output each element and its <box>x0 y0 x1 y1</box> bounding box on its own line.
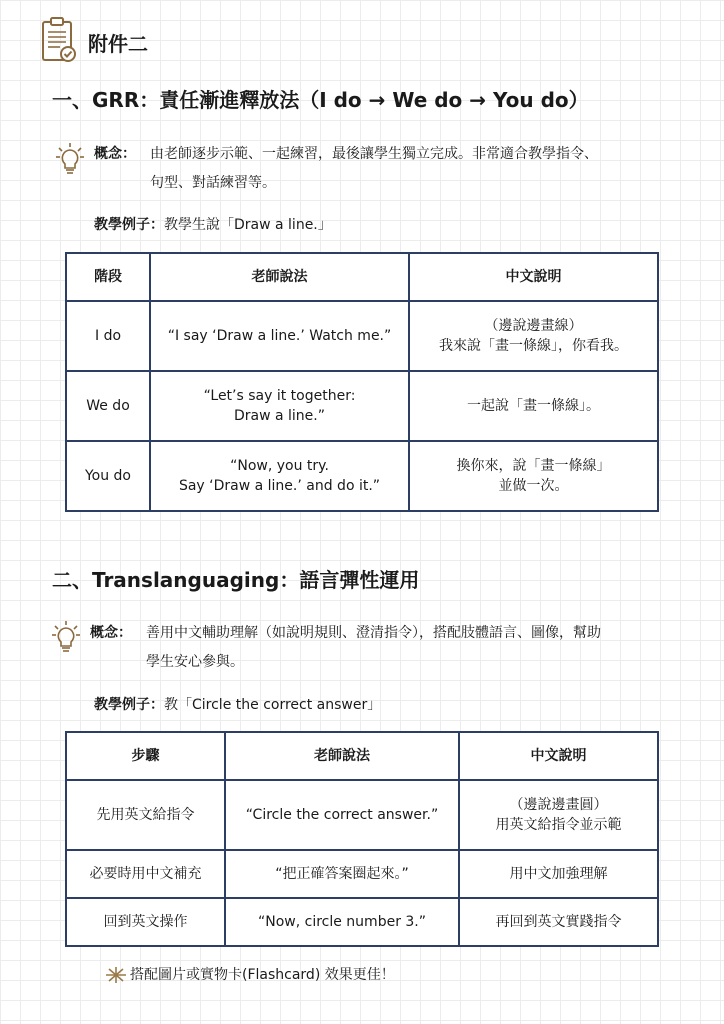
example-text: 教「Circle the correct answer」 <box>164 697 382 713</box>
appendix-title: 附件二 <box>88 32 148 56</box>
table-row <box>66 371 658 441</box>
concept-line: 善用中文輔助理解（如說明規則、澄清指令），搭配肢體語言、圖像，幫助 <box>146 625 601 641</box>
teacher-cell: “I say ‘Draw a line.’ Watch me.” <box>150 301 409 371</box>
teacher-cell: “Now, you try. Say ‘Draw a line.’ and do it.” <box>150 441 409 511</box>
table-header-row <box>66 253 658 301</box>
example-label: 教學例子： <box>94 217 164 233</box>
grr-table <box>65 252 659 512</box>
lightbulb-icon <box>52 620 80 654</box>
table-row <box>66 898 658 946</box>
section2-concept <box>90 619 700 679</box>
step-cell: 必要時用中文補充 <box>66 850 225 898</box>
table-row <box>66 780 658 850</box>
lightbulb-icon <box>56 142 84 176</box>
table-row <box>66 441 658 511</box>
chinese-cell: 換你來，說「畫一條線」 並做一次。 <box>409 441 658 511</box>
section1-concept <box>94 140 694 200</box>
teacher-cell: “Circle the correct answer.” <box>225 780 459 850</box>
teacher-cell: “Let’s say it together: Draw a line.” <box>150 371 409 441</box>
teacher-cell: “Now, circle number 3.” <box>225 898 459 946</box>
tip-text: 搭配圖片或實物卡(Flashcard) 效果更佳！ <box>130 967 395 983</box>
clipboard-check-icon <box>40 16 76 64</box>
step-cell: 回到英文操作 <box>66 898 225 946</box>
chinese-cell: 再回到英文實踐指令 <box>459 898 658 946</box>
step-cell: 先用英文給指令 <box>66 780 225 850</box>
section2-example <box>94 694 381 714</box>
translanguaging-table <box>65 731 659 947</box>
sparkle-icon <box>104 966 128 984</box>
concept-line: 句型、對話練習等。 <box>150 175 276 191</box>
chinese-cell: （邊說邊畫圓） 用英文給指令並示範 <box>459 780 658 850</box>
table-header: 步驟 <box>66 732 225 780</box>
chinese-cell: （邊說邊畫線） 我來說「畫一條線」，你看我。 <box>409 301 658 371</box>
example-label: 教學例子： <box>94 697 164 713</box>
table-header: 中文說明 <box>409 253 658 301</box>
table-header: 老師說法 <box>150 253 409 301</box>
concept-label: 概念： <box>94 146 136 162</box>
teacher-cell: “把正確答案圈起來。” <box>225 850 459 898</box>
concept-text <box>146 619 686 677</box>
table-row <box>66 850 658 898</box>
example-text: 教學生說「Draw a line.」 <box>164 217 332 233</box>
chinese-cell: 用中文加強理解 <box>459 850 658 898</box>
concept-line: 學生安心參與。 <box>146 654 244 670</box>
section2-heading: 二、Translanguaging：語言彈性運用 <box>52 568 420 592</box>
concept-text <box>150 140 670 198</box>
section1-heading: 一、GRR：責任漸進釋放法（I do → We do → You do） <box>52 88 589 112</box>
table-header: 中文說明 <box>459 732 658 780</box>
table-header-row <box>66 732 658 780</box>
table-header: 階段 <box>66 253 150 301</box>
stage-cell: You do <box>66 441 150 511</box>
stage-cell: I do <box>66 301 150 371</box>
concept-line: 由老師逐步示範、一起練習，最後讓學生獨立完成。非常適合教學指令、 <box>150 146 598 162</box>
concept-label: 概念： <box>90 625 132 641</box>
table-row <box>66 301 658 371</box>
chinese-cell: 一起說「畫一條線」。 <box>409 371 658 441</box>
table-header: 老師說法 <box>225 732 459 780</box>
stage-cell: We do <box>66 371 150 441</box>
section1-example <box>94 214 332 234</box>
tip-note <box>104 964 395 984</box>
